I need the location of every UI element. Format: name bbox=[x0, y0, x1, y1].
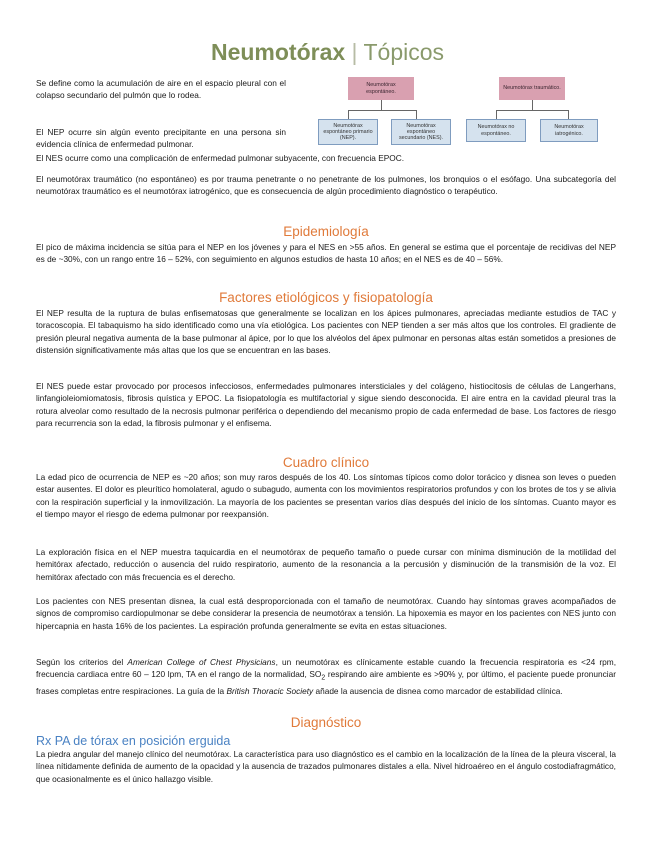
factores-text-1: El NEP resulta de la ruptura de bulas enfisematosas que generalmente se localizan en los ápices pulmonares, apreciadas mediante estudios de TAC y toracoscopia. El tabaquismo ha sido identificado como una vía etiológica. Los pacientes con NEP tienden a ser más altos que los controles. El gradiente de presión pleural negativa aumenta de la base pulmonar al ápice, por lo que los alvéolos del ápex pulmonar en personas altas están sometidos a presiones de distensión significativamente más altas que los que se encuentran en las bases. bbox=[36, 308, 616, 356]
section-heading-factores: Factores etiológicos y fisiopatología bbox=[219, 290, 433, 305]
section-heading-epidemiologia: Epidemiología bbox=[283, 224, 369, 239]
diagram-leaf-iatrogenico: Neumotórax iatrogénico. bbox=[540, 119, 598, 142]
cuadro-text-4: Según los criterios del American College of Chest Physicians, un neumotórax es clínicamente estable cuando la frecuencia respiratoria es <24 rpm, frecuencia cardiaca entre 60 – 120 lpm, TA en el rango de la normalidad, $SO_2$ respirando aire ambiente es >90% y, por último, el paciente puede pronunciar frases completas entre respiraciones. La guía de la British Thoracic Society añade la ausencia de disnea como marcador de estabilidad clínica. bbox=[36, 657, 616, 697]
intro-traumatic: El neumotórax traumático (no espontáneo) es por trauma penetrante o no penetrante de los pulmones, los bronquios o el esófago. Una subcategoría del neumotórax traumático es el neumotórax iatrogénico, que es consecuencia de algún procedimiento diagnóstico o terapéutico. bbox=[36, 174, 616, 197]
cuadro-text-1: La edad pico de ocurrencia de NEP es ~20 años; son muy raros después de los 40. Los síntomas típicos como dolor torácico y disnea son leves o pueden estar ausentes. El dolor es pleurítico homolateral, agudo o subagudo, aumenta con los movimientos respiratorios profundos y con los brotes de tos y se alivia con la respiración superficial y la inmovilización. La mayoría de los pacientes se presentan varios días después del inicio de los síntomas. Cuanto mayor es el tiempo mayor el riesgo de edema pulmonar por reexpansión. bbox=[36, 472, 616, 520]
page-title bbox=[0, 38, 655, 66]
section-heading-cuadro-clinico: Cuadro clínico bbox=[282, 455, 370, 470]
title-main: Neumotórax bbox=[210, 39, 346, 65]
subsection-heading-rx: Rx PA de tórax en posición erguida bbox=[36, 734, 231, 748]
diagram-leaf-no-espontaneo: Neumotórax no espontáneo. bbox=[466, 119, 526, 142]
diagram-root-spontaneous: Neumotórax espontáneo. bbox=[348, 77, 414, 100]
diagram-leaf-nes: Neumotórax espontáneo secundario (NES). bbox=[391, 119, 451, 145]
diagram-root-traumatic: Neumotórax traumático. bbox=[499, 77, 565, 100]
cuadro-text-2: La exploración física en el NEP muestra taquicardia en el neumotórax de pequeño tamaño o puede cursar con mínima disminución de la motilidad del hemitórax afectado, reducción o ausencia del ruido respiratorio, aumento de la resonancia a la percusión y disminución de la transmisión de la voz. El hemitórax afectado con más frecuencia es el derecho. bbox=[36, 547, 616, 582]
intro-definition: Se define como la acumulación de aire en el espacio pleural con el colapso secundario del pulmón que lo rodea. bbox=[36, 78, 286, 101]
intro-nep: El NEP ocurre sin algún evento precipitante en una persona sin evidencia clínica de enfermedad pulmonar. bbox=[36, 127, 286, 150]
intro-nes: El NES ocurre como una complicación de enfermedad pulmonar subyacente, con frecuencia EPOC. bbox=[36, 153, 405, 163]
diagram-leaf-nep: Neumotórax espontáneo primario (NEP). bbox=[318, 119, 378, 145]
cuadro-text-3: Los pacientes con NES presentan disnea, la cual está desproporcionada con el tamaño de neumotórax. Cuando hay síntomas graves acompañados de signos de compromiso cardiopulmonar se debe considerar la presencia de neumotórax a tensión. La hipoxemia es mayor en los pacientes con NES junto con hipercapnia en hasta 16% de los pacientes. La espiración profunda generalmente se evita en estas situaciones. bbox=[36, 596, 616, 631]
diagnostico-text: La piedra angular del manejo clínico del neumotórax. La característica para uso diagnóstico es el cambio en la localización de la línea de la pleura visceral, la línea nítidamente definida de aumento de la opacidad y la ausencia de trazados pulmonares distales a ella. Nivel hidroaéreo en el ángulo costodiafragmático, que ocasionalmente es el único hallazgo visible. bbox=[36, 749, 616, 784]
title-sub: Tópicos bbox=[363, 39, 445, 65]
section-heading-diagnostico: Diagnóstico bbox=[290, 715, 362, 730]
epidemiologia-text: El pico de máxima incidencia se sitúa para el NEP en los jóvenes y para el NES en >55 años. En general se estima que el porcentaje de recidivas del NEP es de ~30%, con un rango entre 16 – 52%, con seguimiento en algunos estudios de hasta 10 años; en el NES es de 40 – 56%. bbox=[36, 242, 616, 265]
title-separator: | bbox=[345, 39, 364, 65]
factores-text-2: El NES puede estar provocado por procesos infecciosos, enfermedades pulmonares intersticiales y del colágeno, histiocitosis de células de Langerhans, linfangioleiomiomatosis, fibrosis quística y EPOC. La fisiopatología es multifactorial y sigue siendo desconocida. El aire entra en la cavidad pleural tras la rotura alveolar como resultado de la necrosis pulmonar periférica o dependiendo del mecanismo propio de cada enfermedad de base. Los factores de riesgo para recurrencia son la edad, la fibrosis pulmonar y el enfisema. bbox=[36, 381, 616, 429]
